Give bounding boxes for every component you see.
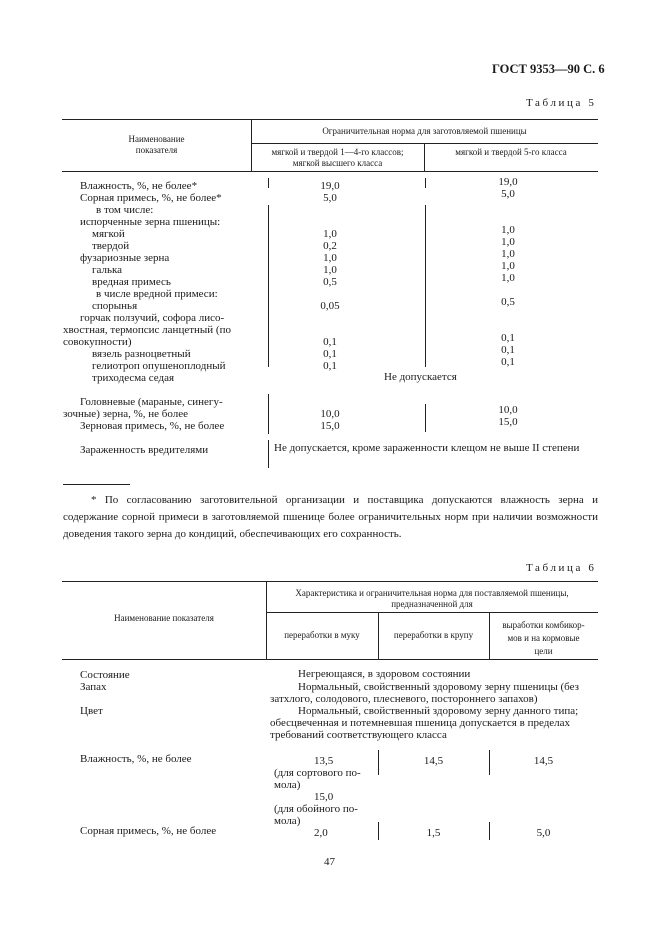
- row-value-col1: 5,0: [323, 192, 337, 204]
- weed-value-col3: 5,0: [536, 827, 551, 839]
- table6-sub3-header: выработки комбикор- мов и на кормовые цели: [502, 620, 585, 656]
- table6-subheader-rule: [266, 612, 598, 613]
- page-header: ГОСТ 9353—90 С. 6: [492, 62, 605, 76]
- smell-value-line1: Нормальный, свойственный здоровому зерну пшеницы (без: [298, 681, 579, 693]
- state-value: Негреющаяся, в здоровом состоянии: [298, 668, 471, 680]
- table5-body-divider: [425, 178, 426, 188]
- row-label: в том числе:: [96, 204, 154, 216]
- row-value-col2: 1,0: [501, 272, 515, 284]
- row-value-col1: 19,0: [320, 180, 340, 192]
- row-label: Влажность, %, не более*: [80, 180, 198, 192]
- moisture-value-col1: 13,5 (для сортового по- мола) 15,0 (для обойного по- мола): [274, 755, 361, 827]
- row-value-col2: 5,0: [501, 188, 515, 200]
- row-value-col2: 1,0: [501, 224, 515, 236]
- row-value-col2: 0,1: [501, 356, 515, 368]
- row-label: зочные) зерна, %, не более: [63, 408, 188, 420]
- row-label: совокупности): [63, 336, 132, 348]
- weed-value-col1: 2,0: [314, 827, 328, 839]
- row-value-col1: 0,05: [320, 300, 340, 312]
- table5-body-divider: [425, 205, 426, 367]
- row-value-col2: 0,1: [501, 332, 515, 344]
- table5-sub1-header: мягкой и твердой 1—4-го классов; мягкой высшего класса: [271, 147, 404, 168]
- table5-col-name-header: Наименование показателя: [128, 134, 185, 155]
- smell-label: Запах: [80, 681, 107, 693]
- table6-header-bottom-rule: [62, 659, 598, 660]
- table5-body-divider: [268, 205, 269, 367]
- row-label: хвостная, термопсис ланцетный (по: [63, 324, 231, 336]
- table6-top-rule: [62, 581, 598, 582]
- table6-sub1-header: переработки в муку: [284, 630, 360, 640]
- table5-sub2-header: мягкой и твердой 5-го класса: [455, 147, 567, 157]
- table6-limit-header: Характеристика и ограничительная норма для поставляемой пшеницы, предназначенной для: [295, 588, 569, 609]
- row-value-col2: 10,0: [498, 404, 518, 416]
- moisture-value-col3: 14,5: [533, 755, 554, 767]
- row-value-col1: 0,1: [323, 360, 337, 372]
- row-label: горчак ползучий, софора лисо-: [80, 312, 225, 324]
- row-label: гелиотроп опушеноплодный: [92, 360, 226, 372]
- color-value-line1: Нормальный, свойственный здоровому зерну данного типа;: [298, 705, 579, 717]
- state-label: Состояние: [80, 669, 130, 681]
- weed-label: Сорная примесь, %, не более: [80, 825, 217, 837]
- table5-limit-header: Ограничительная норма для заготовляемой пшеницы: [322, 126, 527, 136]
- row-label: в числе вредной примеси:: [96, 288, 218, 300]
- table5-body-divider: [268, 440, 269, 468]
- row-value-col2: 15,0: [498, 416, 518, 428]
- moisture-label: Влажность, %, не более: [80, 753, 192, 765]
- table6-label: Таблица 6: [526, 562, 597, 574]
- table5-label: Таблица 5: [526, 97, 597, 109]
- row-value-col2: 1,0: [501, 236, 515, 248]
- row-label: Головневые (мараные, синегу-: [80, 396, 223, 408]
- row-label: Зараженность вредителями: [80, 444, 209, 456]
- table6-col-name-header: Наименование показателя: [114, 613, 214, 623]
- weed-value-col2: 1,5: [426, 827, 441, 839]
- row-label: мягкой: [92, 228, 125, 240]
- row-value-col2: 1,0: [501, 248, 515, 260]
- footnote-separator: [63, 484, 130, 485]
- row-value-col1: 0,1: [323, 336, 337, 348]
- row-label: фузариозные зерна: [80, 252, 170, 264]
- row-value-col2: 1,0: [501, 260, 515, 272]
- table5-body-divider: [268, 394, 269, 434]
- table6-sub2-header: переработки в крупу: [393, 630, 474, 640]
- row-value-span: Не допускается: [384, 371, 457, 383]
- row-label: галька: [92, 264, 123, 276]
- row-value-col1: 10,0: [320, 408, 340, 420]
- page-number: 47: [324, 856, 335, 868]
- row-label: Зерновая примесь, %, не более: [80, 420, 225, 432]
- row-label: вредная примесь: [92, 276, 171, 288]
- row-label: триходесма седая: [92, 372, 175, 384]
- moisture-value-col2: 14,5: [423, 755, 444, 767]
- color-label: Цвет: [80, 705, 103, 717]
- row-value-span: Не допускается, кроме зараженности клещом не выше II степени: [274, 442, 580, 454]
- row-label: спорынья: [92, 300, 138, 312]
- table5-header-bottom-rule: [62, 171, 598, 172]
- row-label: испорченные зерна пшеницы:: [80, 216, 221, 228]
- smell-value-line2: затхлого, солодового, плесневого, постороннего запахов): [270, 693, 538, 705]
- table5-body-divider: [425, 404, 426, 432]
- row-value-col1: 1,0: [323, 228, 337, 240]
- row-value-col1: 1,0: [323, 252, 337, 264]
- row-label: твердой: [92, 240, 130, 252]
- color-value-line3: требований соответствующего класса: [270, 729, 447, 741]
- row-value-col1: 0,1: [323, 348, 337, 360]
- footnote: * По согласованию заготовительной организации и поставщика допускаются влажность зерна и содержание сорной примеси в заготовляемой пшенице более ограничительных норм при наличии возможности доведения такого зерна до кондиций, обеспечивающих его сохранность.: [63, 494, 598, 540]
- row-value-col1: 0,2: [323, 240, 337, 252]
- row-value-col1: 0,5: [323, 276, 337, 288]
- color-value-line2: обесцвеченная и потемневшая пшеница допускается в пределах: [270, 717, 571, 729]
- table5-top-rule: [62, 119, 598, 120]
- row-label: Сорная примесь, %, не более*: [80, 192, 222, 204]
- row-value-col2: 0,1: [501, 344, 515, 356]
- row-value-col2: 0,5: [501, 296, 515, 308]
- row-value-col2: 19,0: [498, 176, 518, 188]
- row-value-col1: 15,0: [320, 420, 340, 432]
- row-value-col1: 1,0: [323, 264, 337, 276]
- row-label: вязель разноцветный: [92, 348, 191, 360]
- table5-body-divider: [268, 178, 269, 188]
